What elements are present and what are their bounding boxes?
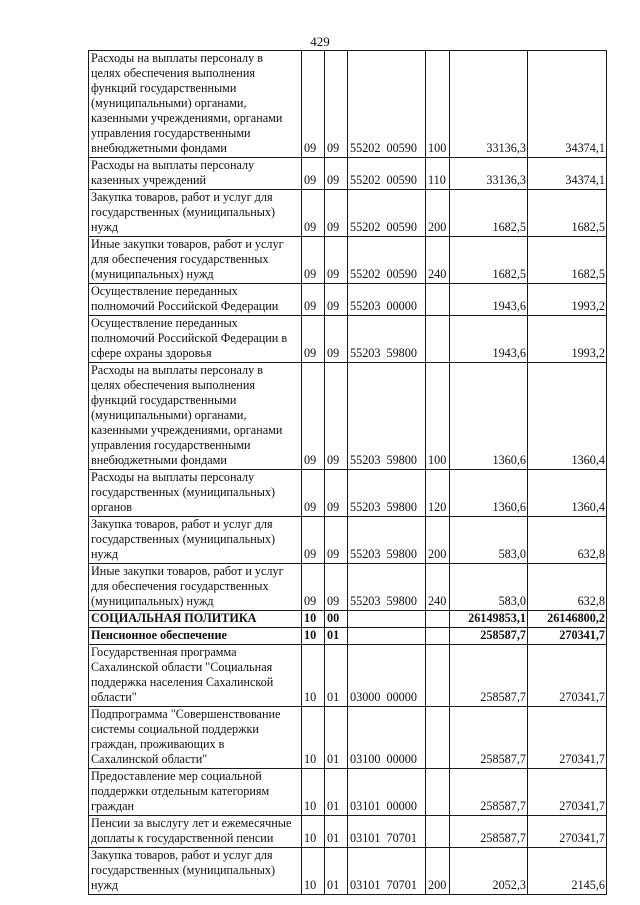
amount-year-2: 1360,4 bbox=[528, 363, 607, 470]
expense-type-code bbox=[426, 611, 450, 628]
target-item-code bbox=[348, 848, 426, 895]
section-code: 09 bbox=[302, 517, 325, 564]
table-row bbox=[89, 848, 607, 895]
page-number: 429 bbox=[310, 34, 330, 49]
expense-type-code: 200 bbox=[426, 848, 450, 895]
amount-year-1: 1360,6 bbox=[450, 363, 528, 470]
amount-year-2: 34374,1 bbox=[528, 158, 607, 190]
target-item-code bbox=[348, 564, 426, 611]
section-code: 10 bbox=[302, 611, 325, 628]
target-item-program: 55202 bbox=[350, 173, 381, 187]
row-description: Иные закупки товаров, работ и услуг для обеспечения государственных (муниципальных) нужд bbox=[89, 237, 302, 284]
amount-year-1: 258587,7 bbox=[450, 707, 528, 769]
amount-year-2: 26146800,2 bbox=[528, 611, 607, 628]
table-row bbox=[89, 237, 607, 284]
subsection-code: 01 bbox=[325, 769, 348, 816]
target-item-direction: 00590 bbox=[386, 220, 417, 234]
table-row bbox=[89, 363, 607, 470]
amount-year-2: 1682,5 bbox=[528, 190, 607, 237]
section-code: 10 bbox=[302, 628, 325, 645]
table-row bbox=[89, 470, 607, 517]
expense-type-code: 240 bbox=[426, 564, 450, 611]
row-description: Подпрограмма "Совершенствование системы социальной поддержки граждан, проживающих в Сахалинской области" bbox=[89, 707, 302, 769]
expense-type-code: 120 bbox=[426, 470, 450, 517]
subsection-code: 01 bbox=[325, 628, 348, 645]
table-row bbox=[89, 816, 607, 848]
target-item-code bbox=[348, 363, 426, 470]
amount-year-2: 632,8 bbox=[528, 564, 607, 611]
row-description: Расходы на выплаты персоналу государственных (муниципальных) органов bbox=[89, 470, 302, 517]
row-description: Осуществление переданных полномочий Российской Федерации в сфере охраны здоровья bbox=[89, 316, 302, 363]
target-item-direction: 70701 bbox=[386, 831, 417, 845]
table-row bbox=[89, 564, 607, 611]
target-item-program: 55203 bbox=[350, 299, 381, 313]
expense-type-code bbox=[426, 628, 450, 645]
section-code: 10 bbox=[302, 769, 325, 816]
target-item-program: 03101 bbox=[350, 831, 381, 845]
target-item-code bbox=[348, 237, 426, 284]
section-code: 09 bbox=[302, 363, 325, 470]
amount-year-1: 1943,6 bbox=[450, 284, 528, 316]
subsection-code: 09 bbox=[325, 284, 348, 316]
amount-year-2: 270341,7 bbox=[528, 816, 607, 848]
target-item-code bbox=[348, 316, 426, 363]
target-item-program: 55203 bbox=[350, 500, 381, 514]
amount-year-1: 1682,5 bbox=[450, 237, 528, 284]
expense-type-code: 200 bbox=[426, 517, 450, 564]
amount-year-2: 270341,7 bbox=[528, 769, 607, 816]
section-code: 09 bbox=[302, 316, 325, 363]
expense-type-code bbox=[426, 816, 450, 848]
row-description: Осуществление переданных полномочий Российской Федерации bbox=[89, 284, 302, 316]
amount-year-1: 1682,5 bbox=[450, 190, 528, 237]
section-code: 09 bbox=[302, 237, 325, 284]
row-description: Иные закупки товаров, работ и услуг для обеспечения государственных (муниципальных) нужд bbox=[89, 564, 302, 611]
amount-year-2: 270341,7 bbox=[528, 628, 607, 645]
subsection-code: 01 bbox=[325, 645, 348, 707]
subsection-code: 09 bbox=[325, 51, 348, 158]
amount-year-2: 2145,6 bbox=[528, 848, 607, 895]
target-item-code bbox=[348, 190, 426, 237]
target-item-code bbox=[348, 611, 426, 628]
section-code: 10 bbox=[302, 848, 325, 895]
table-row bbox=[89, 316, 607, 363]
section-code: 09 bbox=[302, 564, 325, 611]
amount-year-1: 26149853,1 bbox=[450, 611, 528, 628]
target-item-direction: 00000 bbox=[386, 752, 417, 766]
subsection-code: 09 bbox=[325, 363, 348, 470]
section-code: 09 bbox=[302, 284, 325, 316]
amount-year-1: 2052,3 bbox=[450, 848, 528, 895]
row-description: Закупка товаров, работ и услуг для государственных (муниципальных) нужд bbox=[89, 848, 302, 895]
expense-type-code bbox=[426, 769, 450, 816]
row-description: Расходы на выплаты персоналу в целях обеспечения выполнения функций государственными (муниципальными) органами, казенными учреждениями, органами управления государственными внебюджетными фондами bbox=[89, 363, 302, 470]
amount-year-2: 632,8 bbox=[528, 517, 607, 564]
amount-year-1: 258587,7 bbox=[450, 769, 528, 816]
subsection-code: 09 bbox=[325, 470, 348, 517]
target-item-direction: 00000 bbox=[386, 299, 417, 313]
table-row bbox=[89, 645, 607, 707]
target-item-program: 03101 bbox=[350, 799, 381, 813]
target-item-program: 03100 bbox=[350, 752, 381, 766]
target-item-program: 55202 bbox=[350, 267, 381, 281]
table-row bbox=[89, 51, 607, 158]
target-item-direction: 59800 bbox=[386, 453, 417, 467]
expense-type-code: 240 bbox=[426, 237, 450, 284]
target-item-direction: 70701 bbox=[386, 878, 417, 892]
expense-type-code bbox=[426, 707, 450, 769]
target-item-code bbox=[348, 707, 426, 769]
amount-year-1: 33136,3 bbox=[450, 51, 528, 158]
target-item-program: 55202 bbox=[350, 141, 381, 155]
target-item-direction: 00590 bbox=[386, 173, 417, 187]
subsection-code: 09 bbox=[325, 316, 348, 363]
table-row bbox=[89, 628, 607, 645]
target-item-direction: 00000 bbox=[386, 690, 417, 704]
subsection-code: 01 bbox=[325, 707, 348, 769]
section-code: 09 bbox=[302, 190, 325, 237]
row-description: Пенсии за выслугу лет и ежемесячные доплаты к государственной пенсии bbox=[89, 816, 302, 848]
expense-type-code bbox=[426, 645, 450, 707]
target-item-code bbox=[348, 645, 426, 707]
subsection-code: 09 bbox=[325, 190, 348, 237]
section-code: 09 bbox=[302, 470, 325, 517]
expense-type-code: 100 bbox=[426, 51, 450, 158]
target-item-direction: 00000 bbox=[386, 799, 417, 813]
target-item-code bbox=[348, 284, 426, 316]
amount-year-1: 258587,7 bbox=[450, 628, 528, 645]
target-item-code bbox=[348, 816, 426, 848]
table-row bbox=[89, 158, 607, 190]
expense-type-code: 100 bbox=[426, 363, 450, 470]
target-item-program: 55203 bbox=[350, 453, 381, 467]
amount-year-2: 34374,1 bbox=[528, 51, 607, 158]
target-item-program: 03101 bbox=[350, 878, 381, 892]
target-item-direction: 00590 bbox=[386, 267, 417, 281]
row-description: Предоставление мер социальной поддержки отдельным категориям граждан bbox=[89, 769, 302, 816]
section-code: 10 bbox=[302, 816, 325, 848]
amount-year-2: 270341,7 bbox=[528, 645, 607, 707]
amount-year-1: 583,0 bbox=[450, 564, 528, 611]
target-item-direction: 59800 bbox=[386, 346, 417, 360]
target-item-code bbox=[348, 628, 426, 645]
row-description: Закупка товаров, работ и услуг для государственных (муниципальных) нужд bbox=[89, 517, 302, 564]
target-item-code bbox=[348, 470, 426, 517]
subsection-code: 01 bbox=[325, 816, 348, 848]
target-item-code bbox=[348, 769, 426, 816]
section-code: 10 bbox=[302, 645, 325, 707]
target-item-code bbox=[348, 51, 426, 158]
subsection-code: 09 bbox=[325, 517, 348, 564]
amount-year-1: 1943,6 bbox=[450, 316, 528, 363]
amount-year-1: 583,0 bbox=[450, 517, 528, 564]
row-description: Государственная программа Сахалинской области "Социальная поддержка населения Сахалинской области" bbox=[89, 645, 302, 707]
target-item-direction: 59800 bbox=[386, 500, 417, 514]
target-item-direction: 59800 bbox=[386, 547, 417, 561]
row-description: Закупка товаров, работ и услуг для государственных (муниципальных) нужд bbox=[89, 190, 302, 237]
table-row bbox=[89, 284, 607, 316]
amount-year-1: 33136,3 bbox=[450, 158, 528, 190]
target-item-program: 55203 bbox=[350, 346, 381, 360]
amount-year-2: 1360,4 bbox=[528, 470, 607, 517]
budget-table bbox=[88, 50, 607, 895]
expense-type-code bbox=[426, 284, 450, 316]
expense-type-code bbox=[426, 316, 450, 363]
amount-year-2: 1993,2 bbox=[528, 316, 607, 363]
target-item-code bbox=[348, 158, 426, 190]
table-row bbox=[89, 707, 607, 769]
table-row bbox=[89, 611, 607, 628]
expense-type-code: 110 bbox=[426, 158, 450, 190]
amount-year-1: 1360,6 bbox=[450, 470, 528, 517]
target-item-code bbox=[348, 517, 426, 564]
subsection-code: 09 bbox=[325, 158, 348, 190]
target-item-direction: 00590 bbox=[386, 141, 417, 155]
amount-year-2: 1682,5 bbox=[528, 237, 607, 284]
amount-year-1: 258587,7 bbox=[450, 816, 528, 848]
subsection-code: 09 bbox=[325, 564, 348, 611]
target-item-program: 55202 bbox=[350, 220, 381, 234]
row-description: Пенсионное обеспечение bbox=[89, 628, 302, 645]
target-item-program: 03000 bbox=[350, 690, 381, 704]
target-item-direction: 59800 bbox=[386, 594, 417, 608]
amount-year-1: 258587,7 bbox=[450, 645, 528, 707]
row-description: Расходы на выплаты персоналу казенных учреждений bbox=[89, 158, 302, 190]
amount-year-2: 270341,7 bbox=[528, 707, 607, 769]
amount-year-2: 1993,2 bbox=[528, 284, 607, 316]
row-description: СОЦИАЛЬНАЯ ПОЛИТИКА bbox=[89, 611, 302, 628]
subsection-code: 00 bbox=[325, 611, 348, 628]
section-code: 09 bbox=[302, 51, 325, 158]
row-description: Расходы на выплаты персоналу в целях обеспечения выполнения функций государственными (муниципальными) органами, казенными учреждениями, органами управления государственными внебюджетными фондами bbox=[89, 51, 302, 158]
table-row bbox=[89, 190, 607, 237]
expense-type-code: 200 bbox=[426, 190, 450, 237]
table-row bbox=[89, 517, 607, 564]
target-item-program: 55203 bbox=[350, 594, 381, 608]
target-item-program: 55203 bbox=[350, 547, 381, 561]
table-row bbox=[89, 769, 607, 816]
section-code: 09 bbox=[302, 158, 325, 190]
subsection-code: 09 bbox=[325, 237, 348, 284]
subsection-code: 01 bbox=[325, 848, 348, 895]
section-code: 10 bbox=[302, 707, 325, 769]
